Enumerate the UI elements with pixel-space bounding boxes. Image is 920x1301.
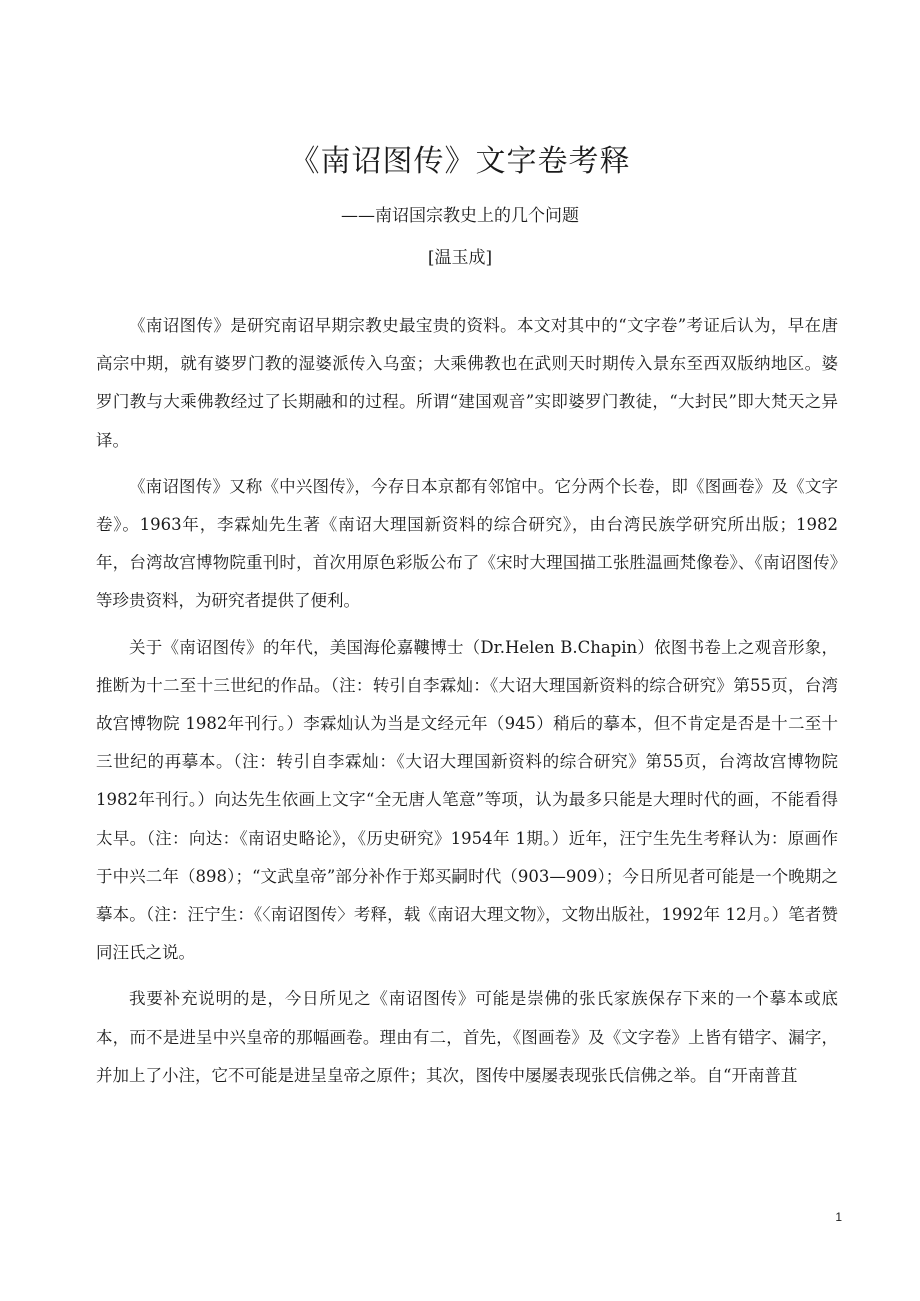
paragraph: 《南诏图传》是研究南诏早期宗教史最宝贵的资料。本文对其中的“文字卷”考证后认为，早在唐高宗中期，就有婆罗门教的湿婆派传入乌蛮；大乘佛教也在武则天时期传入景东至西双版纳地区。婆罗门教与大乘佛教经过了长期融和的过程。所谓“建国观音”实即婆罗门教徒，“大封民”即大梵天之异译。 (96, 316, 838, 450)
paragraph: 《南诏图传》又称《中兴图传》，今存日本京都有邻馆中。它分两个长卷，即《图画卷》及《文字卷》。1963年，李霖灿先生著《南诏大理国新资料的综合研究》，由台湾民族学研究所出版；1982年，台湾故宫博物院重刊时，首次用原色彩版公布了《宋时大理国描工张胜温画梵像卷》、《南诏图传》等珍贵资料，为研究者提供了便利。 (96, 476, 838, 611)
paragraph: 关于《南诏图传》的年代，美国海伦嘉鞻博士（Dr.Helen B.Chapin）依图书卷上之观音形象，推断为十二至十三世纪的作品。（注：转引自李霖灿：《大诏大理国新资料的综合研究》第55页，台湾故宫博物院 1982年刊行。）李霖灿认为当是文经元年（945）稍后的摹本，但不肯定是否是十二至十三世纪的再摹本。（注：转引自李霖灿：《大诏大理国新资料的综合研究》第55页，台湾故宫博物院 1982年刊行。）向达先生依画上文字“全无唐人笔意”等项，认为最多只能是大理时代的画，不能看得太早。（注：向达：《南诏史略论》，《历史研究》1954年 1期。）近年，汪宁生先生考释认为：原画作于中兴二年（898）；“文武皇帝”部分补作于郑买嗣时代（903—909）；今日所见者可能是一个晚期之摹本。（注：汪宁生：《〈南诏图传〉考释，载《南诏大理文物》，文物出版社，1992年 12月。）笔者赞同汪氏之说。 (96, 637, 838, 963)
document-author: [温玉成] (427, 248, 493, 268)
page-number: 1 (835, 1210, 842, 1224)
document-title: 《南诏图传》文字卷考释 (289, 144, 631, 179)
document-body (96, 307, 838, 1103)
paragraph: 我要补充说明的是，今日所见之《南诏图传》可能是崇佛的张氏家族保存下来的一个摹本或底本，而不是进呈中兴皇帝的那幅画卷。理由有二，首先，《图画卷》及《文字卷》上皆有错字、漏字，并加上了小注，它不可能是进呈皇帝之原件；其次，图传中屡屡表现张氏信佛之举。自“开南普苴 (96, 989, 838, 1085)
document-subtitle: ——南诏国宗教史上的几个问题 (341, 206, 579, 226)
